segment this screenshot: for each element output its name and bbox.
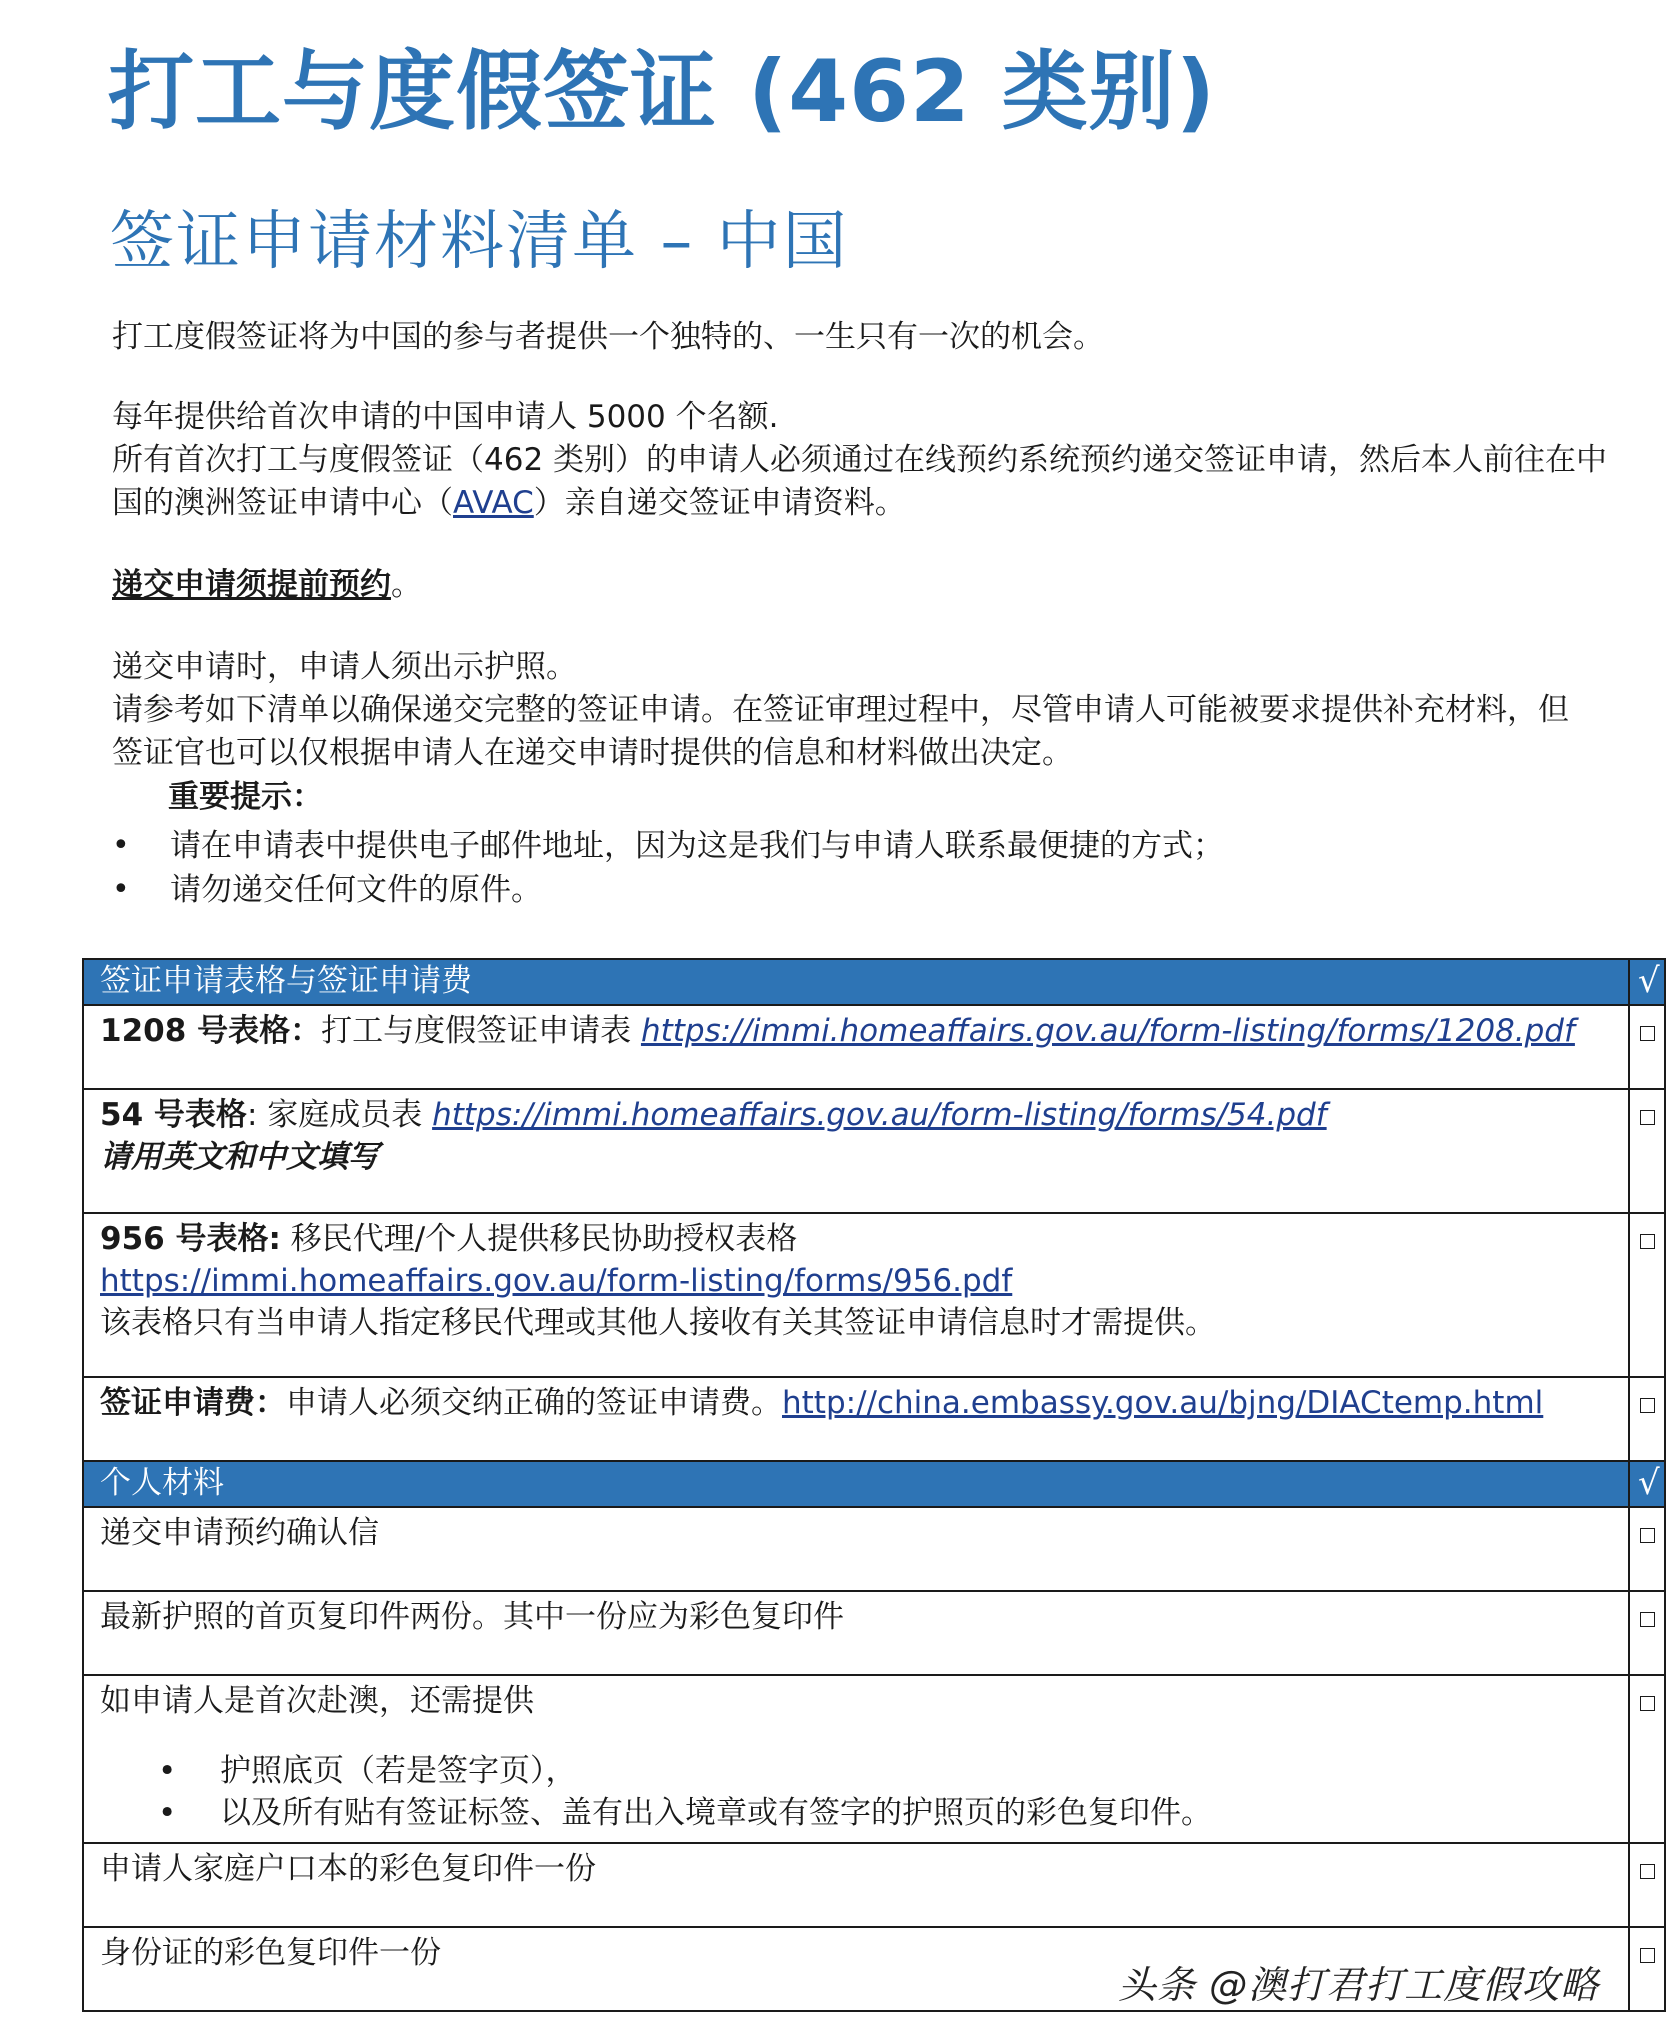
appointment-required-label: 递交申请须提前预约: [112, 567, 391, 603]
document-subtitle: 签证申请材料清单 – 中国: [110, 205, 849, 279]
process-line: [112, 439, 1612, 525]
important-item-text: 请在申请表中提供电子邮件地址，因为这是我们与申请人联系最便捷的方式；: [170, 828, 1224, 864]
section-header-label: 个人材料: [83, 1461, 1629, 1507]
first-visit-text: 如申请人是首次赴澳，还需提供: [100, 1683, 534, 1719]
bullet-icon: •: [158, 1795, 177, 1831]
visa-fee-cell: [83, 1377, 1629, 1461]
checkbox-icon: [1640, 1948, 1655, 1963]
hukou-copy-cell: 申请人家庭户口本的彩色复印件一份: [83, 1843, 1629, 1927]
appointment-period: 。: [391, 567, 422, 603]
checkbox[interactable]: [1629, 1843, 1665, 1927]
checkbox-icon: [1640, 1696, 1655, 1711]
quota-paragraph: [112, 396, 1612, 525]
checkbox[interactable]: [1629, 1005, 1665, 1089]
checkbox[interactable]: [1629, 1927, 1665, 2011]
form-956-note: 该表格只有当申请人指定移民代理或其他人接收有关其签证申请信息时才需提供。: [100, 1305, 1216, 1341]
form-956-cell: [83, 1213, 1629, 1377]
id-card-copy-cell: 身份证的彩色复印件一份: [83, 1927, 1629, 2011]
form-description: 打工与度假签证申请表: [321, 1013, 641, 1049]
first-visit-cell: [83, 1675, 1629, 1843]
checklist-note: 请参考如下清单以确保递交完整的签证申请。在签证审理过程中，尽管申请人可能被要求提供补充材料，但签证官也可以仅根据申请人在递交申请时提供的信息和材料做出决定。: [112, 692, 1569, 771]
submission-paragraph: [112, 646, 1592, 775]
checkbox-icon: [1640, 1612, 1655, 1627]
document-title: 打工与度假签证 (462 类别): [108, 42, 1217, 142]
important-item: [112, 868, 1224, 912]
checkbox-icon: [1640, 1026, 1655, 1041]
form-label: 956 号表格:: [100, 1221, 281, 1257]
important-list: [112, 824, 1224, 912]
table-row: [83, 1675, 1665, 1843]
watermark: 头条 @澳打君打工度假攻略: [1118, 1963, 1600, 2007]
form-1208-cell: [83, 1005, 1629, 1089]
form-956-link[interactable]: https://immi.homeaffairs.gov.au/form-listing/forms/956.pdf: [100, 1263, 1013, 1299]
section-header-personal: [83, 1461, 1665, 1507]
form-54-note: 请用英文和中文填写: [100, 1139, 379, 1175]
table-row: [83, 1213, 1665, 1377]
fee-description: 申请人必须交纳正确的签证申请费。: [286, 1385, 782, 1421]
list-item: [100, 1750, 1612, 1792]
important-item: [112, 824, 1224, 868]
table-row: [83, 1089, 1665, 1213]
checkbox[interactable]: [1629, 1591, 1665, 1675]
avac-link[interactable]: AVAC: [453, 485, 534, 521]
important-label: 重要提示：: [168, 779, 323, 815]
form-54-cell: [83, 1089, 1629, 1213]
section-header-label: 签证申请表格与签证申请费: [83, 959, 1629, 1005]
checkbox-icon: [1640, 1398, 1655, 1413]
appointment-note: [112, 564, 422, 607]
appointment-letter-cell: 递交申请预约确认信: [83, 1507, 1629, 1591]
bullet-icon: •: [158, 1753, 177, 1789]
section-header-forms: [83, 959, 1665, 1005]
passport-note: 递交申请时，申请人须出示护照。: [112, 649, 577, 685]
checkbox[interactable]: [1629, 1675, 1665, 1843]
checkbox[interactable]: [1629, 1507, 1665, 1591]
checkbox-icon: [1640, 1110, 1655, 1125]
list-item-text: 以及所有贴有签证标签、盖有出入境章或有签字的护照页的彩色复印件。: [220, 1795, 1212, 1831]
important-item-text: 请勿递交任何文件的原件。: [170, 872, 542, 908]
checkbox[interactable]: [1629, 1213, 1665, 1377]
process-text-post: ）亲自递交签证申请资料。: [533, 485, 906, 521]
table-row: [83, 1507, 1665, 1591]
list-item: [100, 1792, 1612, 1834]
form-description: 移民代理/个人提供移民协助授权表格: [280, 1221, 798, 1257]
process-text-pre: 所有首次打工与度假签证（462 类别）的申请人必须通过在线预约系统预约递交签证申请，然后本人前往在中国的澳洲签证申请中心（: [112, 442, 1608, 521]
quota-line: 每年提供给首次申请的中国申请人 5000 个名额.: [112, 399, 779, 435]
checkbox[interactable]: [1629, 1377, 1665, 1461]
table-row: [83, 1843, 1665, 1927]
table-row: [83, 1377, 1665, 1461]
list-item-text: 护照底页（若是签字页），: [220, 1753, 577, 1789]
form-description: : 家庭成员表: [246, 1097, 433, 1133]
checklist-table: [82, 958, 1666, 2012]
bullet-icon: •: [112, 872, 130, 907]
form-54-link[interactable]: https://immi.homeaffairs.gov.au/form-listing/forms/54.pdf: [432, 1097, 1327, 1133]
table-row: [83, 1005, 1665, 1089]
form-1208-link[interactable]: https://immi.homeaffairs.gov.au/form-listing/forms/1208.pdf: [640, 1013, 1575, 1049]
first-visit-list: [100, 1750, 1612, 1834]
checkbox-icon: [1640, 1528, 1655, 1543]
checkbox[interactable]: [1629, 1089, 1665, 1213]
checkbox-icon: [1640, 1234, 1655, 1249]
form-label: 54 号表格: [100, 1097, 247, 1133]
intro-paragraph: 打工度假签证将为中国的参与者提供一个独特的、一生只有一次的机会。: [112, 319, 1104, 355]
bullet-icon: •: [112, 828, 130, 863]
table-row: [83, 1591, 1665, 1675]
checkmark-icon: √: [1629, 1461, 1665, 1507]
checkmark-icon: √: [1629, 959, 1665, 1005]
visa-fee-link[interactable]: http://china.embassy.gov.au/bjng/DIACtemp.html: [782, 1385, 1544, 1421]
form-label: 1208 号表格：: [100, 1013, 322, 1049]
checkbox-icon: [1640, 1864, 1655, 1879]
fee-label: 签证申请费：: [100, 1385, 286, 1421]
passport-copy-cell: 最新护照的首页复印件两份。其中一份应为彩色复印件: [83, 1591, 1629, 1675]
